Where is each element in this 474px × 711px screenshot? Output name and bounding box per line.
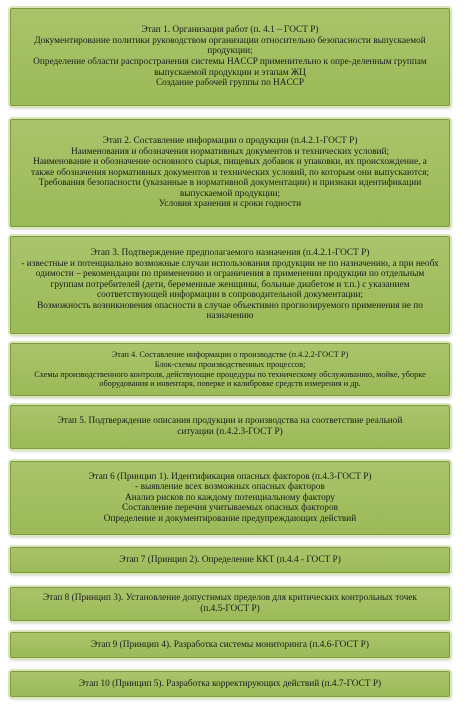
stage-6-item-1: - выявление всех возможных опасных факторов xyxy=(135,482,325,493)
stage-3-item-2: Возможность возникновения опасности в случае объективно прогнозируемого применения не по назначению xyxy=(37,300,423,322)
stage-6-item-4: Определение и документирование предупреждающих действий xyxy=(103,513,357,524)
stage-2-item-4: Условия хранения и сроки годности xyxy=(158,199,302,210)
stage-8-title: Этап 8 (Принцип 3). Установление допустимых пределов для критических контрольных точек (п.4.5-ГОСТ Р) xyxy=(43,593,417,614)
stage-9-box xyxy=(10,632,450,658)
stage-3-box xyxy=(10,236,450,334)
stage-6-item-2: Анализ рисков по каждому потенциальному фактору xyxy=(125,492,335,503)
stage-5-title: Этап 5. Подтверждение описания продукции и производства на соответствие реальной ситуации (п.4.2.3-ГОСТ Р) xyxy=(57,416,403,437)
stage-3-item-1: - известные и потенциально возможные случаи использования продукции не по назначению, а при необх одимости – рекомендации по применению и ограничения в применении продукции по отдельным группам потребителей (дети, беременные женщины, больные диабетом и т.п.) с указанием соответствующей информации в сопроводительной документации; xyxy=(21,258,439,301)
stage-2-title: Этап 2. Составление информации о продукции (п.4.2.1-ГОСТ Р) xyxy=(102,135,358,146)
stage-7-box xyxy=(10,547,450,573)
stage-1-title: Этап 1. Организация работ (п. 4.1 – ГОСТ Р) xyxy=(141,25,319,36)
stage-10-title: Этап 10 (Принцип 5). Разработка корректирующих действий (п.4.7-ГОСТ Р) xyxy=(78,678,382,689)
stage-9-title: Этап 9 (Принцип 4). Разработка системы мониторинга (п.4.6-ГОСТ Р) xyxy=(91,639,369,650)
stage-2-item-1: Наименования и обозначения нормативных документов и технических условий; xyxy=(70,146,390,157)
stage-5-box xyxy=(10,405,450,449)
stage-4-item-2: Схемы производственного контроля, действующие процедуры по техническому обслуживанию, мойке, уборке оборудования и инвентаря, поверке и калибровке средств измерения и др. xyxy=(34,369,426,389)
stage-4-title: Этап 4. Составление информации о производстве (п.4.2.2-ГОСТ Р) xyxy=(111,349,349,359)
stage-2-item-2: Наименование и обозначение основного сырья, пищевых добавок и упаковки, их происхождение, а также обозначения нормативных документов и технических условий, по которым они выпускаются; xyxy=(30,157,430,178)
stage-4-item-1: Блок-схемы производственных процессов; xyxy=(154,359,306,369)
stage-2-item-3: Требования безопасности (указанные в нормативной документации) и признаки идентификации выпускаемой продукции; xyxy=(38,178,422,199)
stage-4-box xyxy=(10,343,450,396)
stage-6-title: Этап 6 (Принцип 1). Идентификация опасных факторов (п.4.3-ГОСТ Р) xyxy=(88,471,372,482)
stage-7-title: Этап 7 (Принцип 2). Определение ККТ (п.4.4 - ГОСТ Р) xyxy=(119,554,341,565)
stage-8-box xyxy=(10,587,450,621)
stage-10-box xyxy=(10,671,450,697)
stage-3-title: Этап 3. Подтверждение предполагаемого назначения (п.4.2.1-ГОСТ Р) xyxy=(90,247,370,258)
stage-1-box xyxy=(10,8,450,106)
stage-6-item-3: Составление перечня учитываемых опасных факторов xyxy=(122,503,338,514)
stage-1-item-3: Создание рабочей группы по HACCP xyxy=(155,78,305,89)
stage-6-box xyxy=(10,461,450,535)
stage-1-item-2: Определение области распространения системы HACCP применительно к опре-деленным группам выпускаемой продукции и этапам ЖЦ xyxy=(33,57,427,78)
stage-2-box xyxy=(10,119,450,227)
stage-1-item-1: Документирование политики руководством организации относительно безопасности выпускаемой продукции; xyxy=(34,35,426,57)
